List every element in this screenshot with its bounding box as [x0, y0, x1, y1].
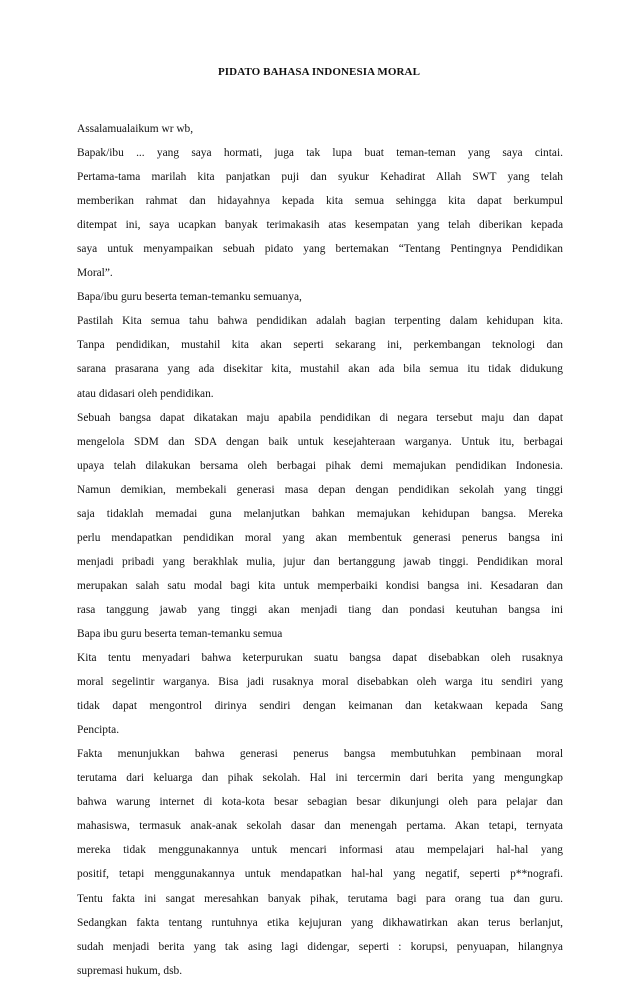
- text-line: tidak dapat mengontrol dirinya sendiri dengan keimanan dan ketakwaan kepada Sang: [77, 700, 563, 713]
- text-line: merupakan salah satu modal bagi kita untuk memperbaiki kondisi bangsa ini. Kesadaran dan: [77, 579, 563, 592]
- text-line: sarana prasarana yang ada disekitar kita, mustahil akan ada bila semua itu tidak didukung: [77, 363, 563, 376]
- text-line: atau didasari oleh pendidikan.: [77, 387, 214, 400]
- text-line: mahasiswa, termasuk anak-anak sekolah dasar dan menengah pertama. Akan tetapi, ternyata: [77, 820, 563, 833]
- text-line: upaya telah dilakukan bersama oleh berbagai pihak demi memajukan pendidikan Indonesia.: [77, 459, 563, 472]
- text-line: Pastilah Kita semua tahu bahwa pendidikan adalah bagian terpenting dalam kehidupan kita.: [77, 315, 563, 328]
- text-line: mengelola SDM dan SDA dengan baik untuk kesejahteraan warganya. Untuk itu, berbagai: [77, 435, 563, 448]
- text-line: supremasi hukum, dsb.: [77, 964, 183, 977]
- text-line: Sedangkan fakta tentang runtuhnya etika kejujuran yang dikhawatirkan akan terus berlanjut,: [77, 916, 563, 929]
- text-line: Bapak/ibu ... yang saya hormati, juga tak lupa buat teman-teman yang saya cintai.: [77, 147, 563, 160]
- text-line: Bapa/ibu guru beserta teman-temanku semuanya,: [77, 291, 302, 304]
- text-line: saja tidaklah memadai guna melanjutkan bahkan memajukan kehidupan bangsa. Mereka: [77, 507, 563, 520]
- text-line: mereka tidak menggunakannya untuk mencari informasi atau mempelajari hal-hal yang: [77, 844, 563, 857]
- text-line: Namun demikian, membekali generasi masa depan dengan pendidikan sekolah yang tinggi: [77, 483, 563, 496]
- text-line: Moral”.: [77, 267, 113, 280]
- text-line: Fakta menunjukkan bahwa generasi penerus bangsa membutuhkan pembinaan moral: [77, 748, 563, 761]
- text-line: Tanpa pendidikan, mustahil kita akan seperti sekarang ini, perkembangan teknologi dan: [77, 339, 563, 352]
- text-line: Sebuah bangsa dapat dikatakan maju apabila pendidikan di negara tersebut maju dan dapat: [77, 411, 563, 424]
- text-line: memberikan rahmat dan hidayahnya kepada kita semua sehingga kita dapat berkumpul: [77, 195, 563, 208]
- text-line: ditempat ini, saya ucapkan banyak terimakasih atas kesempatan yang telah diberikan kepada: [77, 219, 563, 232]
- text-line: rasa tanggung jawab yang tinggi akan menjadi tiang dan pondasi keutuhan bangsa ini: [77, 603, 563, 616]
- text-line: sudah menjadi berita yang tak asing lagi didengar, seperti : korupsi, penyuapan, hilangnya: [77, 940, 563, 953]
- text-line: perlu mendapatkan pendidikan moral yang akan membentuk generasi penerus bangsa ini: [77, 531, 563, 544]
- text-line: positif, tetapi menggunakannya untuk mendapatkan hal-hal yang negatif, seperti p**nografi.: [77, 868, 563, 881]
- text-line: saya untuk menyampaikan sebuah pidato yang bertemakan “Tentang Pentingnya Pendidikan: [77, 243, 563, 256]
- text-line: Tentu fakta ini sangat meresahkan banyak pihak, terutama bagi para orang tua dan guru.: [77, 892, 563, 905]
- text-line: moral segelintir warganya. Bisa jadi rusaknya moral disebabkan oleh warga itu sendiri yang: [77, 676, 563, 689]
- text-line: Kita tentu menyadari bahwa keterpurukan suatu bangsa dapat disebabkan oleh rusaknya: [77, 652, 563, 665]
- text-line: Assalamualaikum wr wb,: [77, 123, 194, 135]
- text-line: menjadi pribadi yang berakhlak mulia, jujur dan bertanggung jawab tinggi. Pendidikan moral: [77, 555, 563, 568]
- text-line: Bapa ibu guru beserta teman-temanku semua: [77, 627, 283, 640]
- text-line: bahwa warung internet di kota-kota besar sebagian besar dikunjungi oleh para pelajar dan: [77, 796, 563, 809]
- text-line: Pertama-tama marilah kita panjatkan puji dan syukur Kehadirat Allah SWT yang telah: [77, 171, 563, 184]
- text-line: terutama dari keluarga dan pihak sekolah. Hal ini tercermin dari berita yang mengungkap: [77, 772, 563, 785]
- document-title: PIDATO BAHASA INDONESIA MORAL: [217, 66, 421, 78]
- text-line: Pencipta.: [77, 724, 120, 737]
- document-body: [77, 117, 563, 983]
